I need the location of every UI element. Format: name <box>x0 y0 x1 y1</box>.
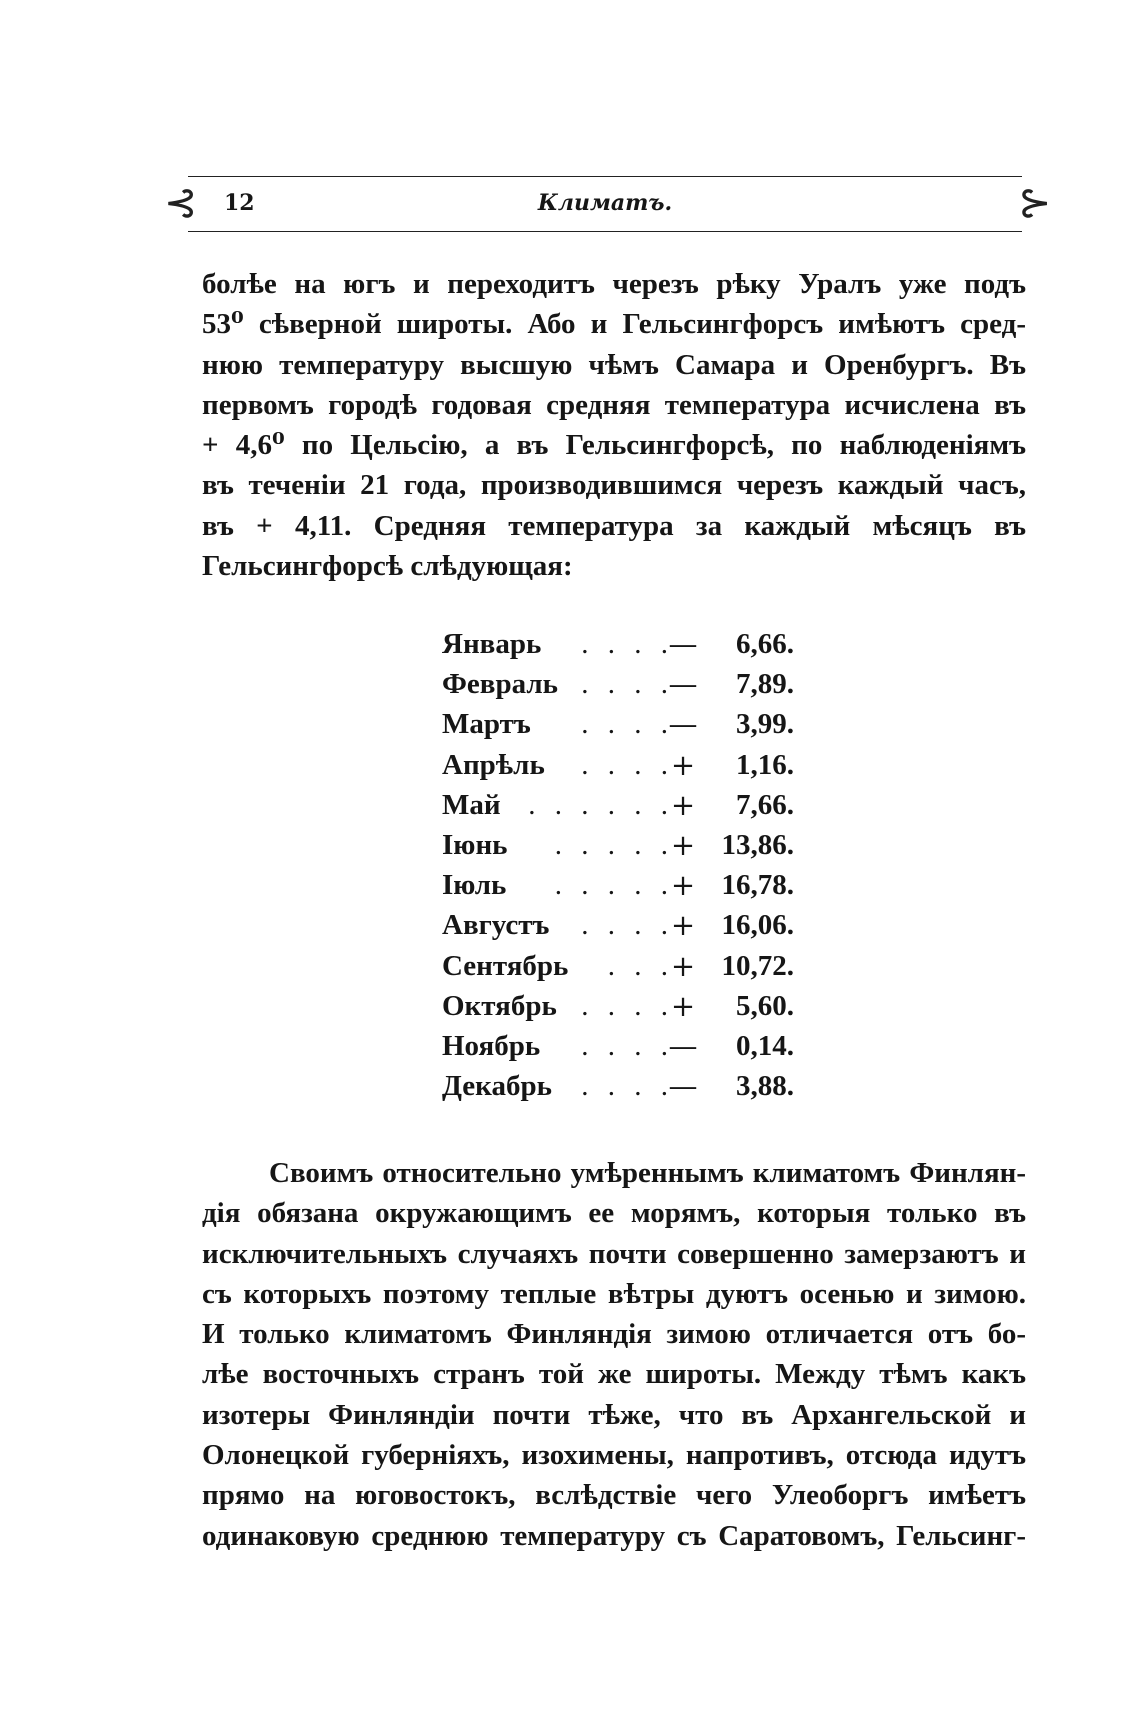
temperature-value: 0,14. <box>736 1029 794 1062</box>
temperature-sign: — <box>668 667 698 702</box>
table-row <box>442 745 802 785</box>
table-row <box>442 865 802 905</box>
text-line: дія обязана окружающимъ ее морямъ, которыя только въ <box>202 1197 1026 1230</box>
month-name: Августъ <box>442 909 550 942</box>
month-name: Январь <box>442 628 542 660</box>
temperature-sign: — <box>668 627 698 661</box>
text-line: въ теченіи 21 года, производившимся черезъ каждый часъ, <box>202 469 1026 502</box>
temperature-value: 5,60. <box>736 989 794 1022</box>
temperature-value: 7,66. <box>736 788 794 821</box>
leader-dots: . . . . <box>581 1070 674 1103</box>
leader-dots: . . . <box>607 949 674 982</box>
leader-dots: . . . . <box>581 708 674 741</box>
month-name: Ноябрь <box>442 1029 541 1062</box>
month-name: Апрѣль <box>442 748 545 781</box>
temperature-value: 1,16. <box>736 748 794 781</box>
leader-dots: . . . . <box>581 628 674 660</box>
month-name: Сентябрь <box>442 949 569 982</box>
monthly-temperature-table <box>442 624 802 1106</box>
text-line: въ + 4,11. Средняя температура за каждый мѣсяцъ въ <box>202 509 1026 542</box>
temperature-sign: + <box>670 988 696 1023</box>
table-row <box>442 1066 802 1106</box>
text-line: + 4,6⁰ по Цельсію, а въ Гельсингфорсѣ, по наблюденіямъ <box>202 429 1026 462</box>
temperature-sign: — <box>668 1028 698 1063</box>
temperature-value: 6,66. <box>736 628 794 660</box>
header-ornament-right-icon: ⊱ <box>1018 180 1052 226</box>
leader-dots: . . . . <box>581 909 674 942</box>
text-line: изотеры Финляндіи почти тѣже, что въ Архангельской и <box>202 1398 1026 1431</box>
table-row <box>442 1026 802 1066</box>
table-row <box>442 624 802 664</box>
running-header <box>188 176 1022 232</box>
text-line: первомъ городѣ годовая средняя температура исчислена въ <box>202 388 1026 421</box>
paragraph-intro <box>202 264 1026 586</box>
page-number: 12 <box>224 190 255 216</box>
text-line: прямо на юговостокъ, вслѣдствіе чего Улеоборгъ имѣетъ <box>202 1479 1026 1512</box>
temperature-sign: + <box>670 948 696 983</box>
temperature-value: 3,88. <box>736 1070 794 1103</box>
table-row <box>442 664 802 704</box>
text-line: лѣе восточныхъ странъ той же широты. Между тѣмъ какъ <box>202 1358 1026 1391</box>
temperature-value: 7,89. <box>736 668 794 701</box>
temperature-sign: + <box>670 787 696 822</box>
temperature-value: 3,99. <box>736 708 794 741</box>
table-row <box>442 785 802 825</box>
leader-dots: . . . . . <box>554 828 674 861</box>
month-name: Іюнь <box>442 828 508 861</box>
text-line: Олонецкой губерніяхъ, изохимены, напротивъ, отсюда идутъ <box>202 1439 1026 1472</box>
month-name: Декабрь <box>442 1070 552 1103</box>
text-line: съ которыхъ поэтому теплые вѣтры дуютъ осенью и зимою. <box>202 1277 1026 1310</box>
month-name: Мартъ <box>442 708 531 741</box>
leader-dots: . . . . . . <box>528 788 674 821</box>
month-name: Май <box>442 788 501 821</box>
temperature-sign: + <box>670 747 696 782</box>
paragraph-climate <box>202 1153 1026 1556</box>
temperature-value: 13,86. <box>721 828 794 861</box>
table-row <box>442 905 802 945</box>
temperature-value: 16,78. <box>721 869 794 902</box>
leader-dots: . . . . <box>581 748 674 781</box>
leader-dots: . . . . <box>581 668 674 701</box>
temperature-value: 16,06. <box>721 909 794 942</box>
text-line: Своимъ относительно умѣреннымъ климатомъ Финлян- <box>269 1157 1026 1189</box>
temperature-sign: + <box>670 827 696 862</box>
month-name: Іюль <box>442 869 507 902</box>
header-ornament-left-icon: ⊰ <box>164 180 198 226</box>
table-row <box>442 986 802 1026</box>
text-line: одинаковую среднюю температуру съ Саратовомъ, Гельсинг- <box>202 1519 1026 1552</box>
temperature-sign: — <box>668 1069 698 1104</box>
running-title: Климатъ. <box>537 190 673 216</box>
table-row <box>442 825 802 865</box>
leader-dots: . . . . <box>581 989 674 1022</box>
text-line: 53⁰ сѣверной широты. Або и Гельсингфорсъ имѣютъ сред- <box>202 308 1026 341</box>
text-line: И только климатомъ Финляндія зимою отличается отъ бо- <box>202 1318 1026 1351</box>
table-row <box>442 946 802 986</box>
text-line: исключительныхъ случаяхъ почти совершенно замерзаютъ и <box>202 1237 1026 1270</box>
text-line: нюю температуру высшую чѣмъ Самара и Оренбургъ. Въ <box>202 348 1026 381</box>
temperature-sign: + <box>670 908 696 943</box>
temperature-value: 10,72. <box>721 949 794 982</box>
temperature-sign: — <box>668 707 698 742</box>
text-line: Гельсингфорсѣ слѣдующая: <box>202 550 573 583</box>
temperature-sign: + <box>670 868 696 903</box>
month-name: Октябрь <box>442 989 557 1022</box>
leader-dots: . . . . . <box>554 869 674 902</box>
month-name: Февраль <box>442 668 558 701</box>
table-row <box>442 704 802 744</box>
leader-dots: . . . . <box>581 1029 674 1062</box>
text-line: болѣе на югъ и переходитъ черезъ рѣку Уралъ уже подъ <box>202 268 1026 300</box>
